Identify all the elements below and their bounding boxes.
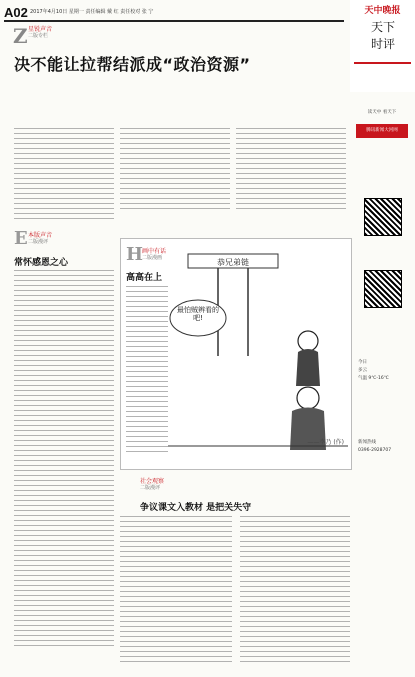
qr-code — [364, 198, 402, 236]
bottom-body-col2 — [240, 516, 350, 666]
section-tag: 二版专栏 — [28, 33, 49, 39]
brand-name: 天中晚报 — [364, 6, 401, 16]
phone-number: 0396-2928707 — [358, 448, 392, 453]
cartoon-signature: ——李乃 (作) — [307, 439, 344, 446]
date-line: 2017年4月10日 星期一 责任编辑 戴 红 责任校对 张 宁 — [30, 9, 154, 15]
section-column-title: 星锐声音 — [28, 26, 53, 33]
cartoon-illustration — [168, 246, 348, 452]
brand-masthead — [350, 0, 415, 92]
banner — [356, 124, 408, 138]
qr-code — [364, 270, 402, 308]
bottom-subhead: 争议课文入教材 是把关失守 — [140, 503, 252, 513]
article-subhead: 常怀感恩之心 — [14, 258, 69, 268]
weather-desc: 多云 — [358, 368, 367, 373]
figure-bottom-head — [297, 387, 319, 409]
section-letter-h: H — [126, 244, 144, 265]
cartoon-subhead: 高高在上 — [126, 273, 163, 283]
lead-headline: 决不能让拉帮结派成“政治资源” — [14, 55, 251, 74]
banner-text: 腾讯新闻大河网 — [366, 128, 398, 133]
brand-title-line2: 时评 — [370, 37, 395, 51]
weather-temp: 气温 9℃-16℃ — [358, 376, 389, 381]
section-tag: 二版漫画 — [142, 255, 163, 261]
figure-top-head — [298, 331, 318, 351]
section-tag: 二版漫评 — [140, 485, 161, 491]
article-body — [14, 270, 114, 650]
lead-body-col1 — [14, 128, 114, 223]
section-column-title: 社会观察 — [140, 478, 165, 485]
weather-city: 今日 — [358, 360, 367, 365]
section-column-title: 画中有话 — [142, 248, 167, 255]
figure-top-body — [296, 349, 320, 386]
lead-body-col2 — [120, 128, 230, 210]
header-rule — [4, 20, 344, 22]
brand-title-line1: 天下 — [370, 20, 395, 34]
section-letter-z: Z — [13, 24, 28, 48]
sign-text: 恭兄弟链 — [217, 258, 249, 267]
side-panel — [354, 110, 410, 670]
scan-caption: 读天中 看天下 — [367, 110, 397, 115]
section-letter-e: E — [14, 228, 28, 249]
lead-body-col3 — [236, 128, 346, 210]
section-tag: 二版漫评 — [28, 239, 49, 245]
phone-label: 新闻热线 — [358, 440, 376, 445]
bottom-body-col1 — [120, 516, 232, 666]
brand-divider — [354, 62, 411, 64]
section-column-title: 本版声音 — [28, 232, 53, 239]
page-number: A02 — [4, 5, 28, 20]
cartoon-caption — [126, 286, 168, 456]
speech-bubble-text: 最怕贼辨看的吧! — [177, 306, 219, 322]
